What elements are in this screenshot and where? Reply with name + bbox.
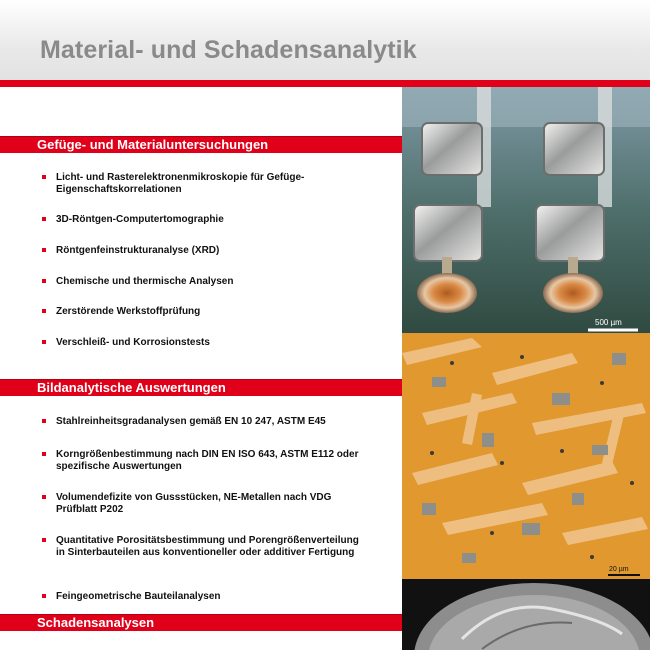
section-title: Schadensanalysen [37, 615, 155, 630]
section-title: Gefüge- und Materialuntersuchungen [37, 137, 269, 152]
microstructure-photo [402, 333, 650, 579]
bullet-icon [42, 248, 46, 252]
bullet-icon [42, 419, 46, 423]
section-header-image-analysis [0, 379, 402, 396]
header-divider [0, 80, 650, 87]
bullet-icon [42, 594, 46, 598]
bullet-icon [42, 217, 46, 221]
list-item: Verschleiß- und Korrosionstests [42, 337, 362, 349]
bullet-icon [42, 340, 46, 344]
bullet-icon [42, 495, 46, 499]
bullet-icon [42, 309, 46, 313]
section-title: Bildanalytische Auswertungen [37, 380, 226, 395]
list-item: Zerstörende Werkstoffprüfung [42, 306, 362, 318]
list-item: Feingeometrische Bauteilanalysen [42, 591, 362, 603]
list-item: Korngrößenbestimmung nach DIN EN ISO 643, ASTM E112 oder spezifische Auswertungen [42, 449, 362, 473]
sem-fracture-photo [402, 579, 650, 650]
section-header-failure-analysis [0, 614, 402, 631]
page-header [0, 0, 650, 80]
page-title: Material- und Schadensanalytik [40, 36, 417, 64]
bullet-icon [42, 452, 46, 456]
list-item: Volumendefizite von Gussstücken, NE-Metallen nach VDG Prüfblatt P202 [42, 492, 362, 516]
list-item: Chemische und thermische Analysen [42, 276, 362, 288]
scale-bar-label: 20 µm [609, 566, 629, 573]
list-item: 3D-Röntgen-Computertomographie [42, 214, 362, 226]
list-item: Licht- und Rasterelektronenmikroskopie für Gefüge-Eigenschaftskorrelationen [42, 172, 362, 196]
solder-joint-photo [402, 87, 650, 333]
list-item: Quantitative Porositätsbestimmung und Porengrößenverteilung in Sinterbauteilen aus konventioneller oder additiver Fertigung [42, 535, 362, 559]
bullet-icon [42, 279, 46, 283]
scale-bar-label: 500 µm [595, 318, 622, 327]
section-header-materials [0, 136, 402, 153]
list-item: Stahlreinheitsgradanalysen gemäß EN 10 247, ASTM E45 [42, 416, 362, 428]
bullet-icon [42, 538, 46, 542]
list-item: Röntgenfeinstrukturanalyse (XRD) [42, 245, 362, 257]
bullet-icon [42, 175, 46, 179]
